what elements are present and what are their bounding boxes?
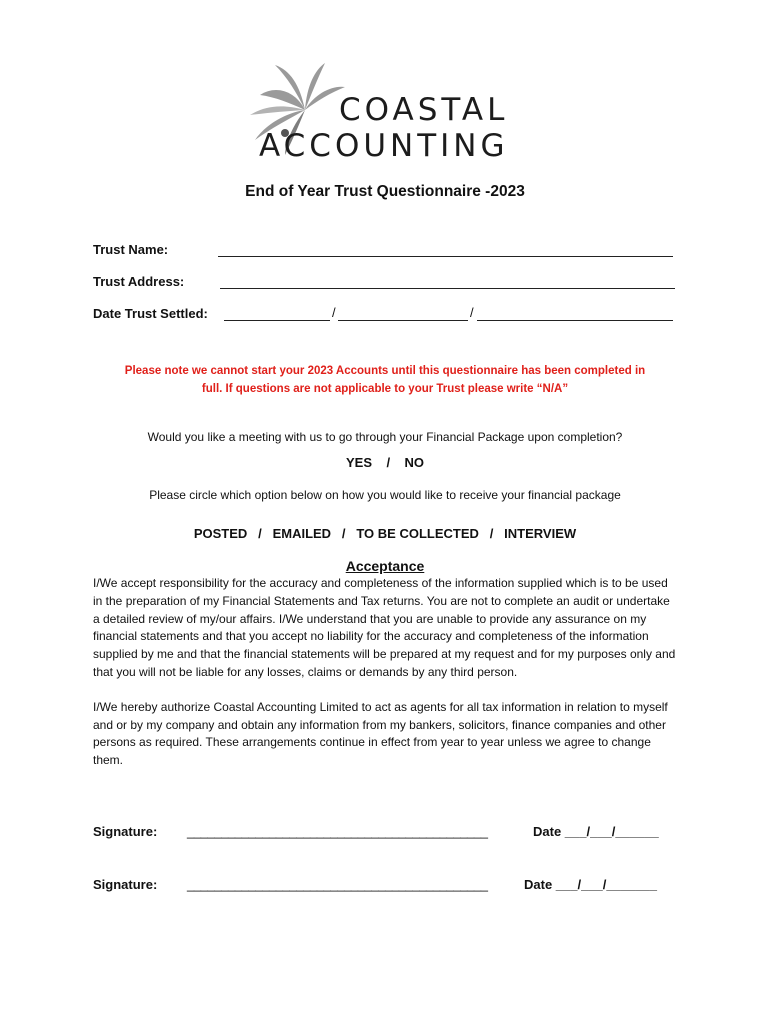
delivery-options[interactable]: POSTED / EMAILED / TO BE COLLECTED / INTERVIEW [193,526,577,541]
notice-line-1: Please note we cannot start your 2023 Accounts until this questionnaire has been completed in [124,365,646,377]
notice-line-2: full. If questions are not applicable to your Trust please write “N/A” [201,383,569,395]
delivery-question: Please circle which option below on how you would like to receive your financial package [149,488,621,502]
signature-line[interactable]: ____________________________________________ [187,877,488,892]
signature-date[interactable]: Date ___/___/______ [533,824,659,839]
notice-text [0,362,770,398]
date-settled-month-field[interactable] [338,320,468,321]
trust-address-field[interactable] [220,288,675,289]
date-separator: / [470,305,474,320]
meeting-question: Would you like a meeting with us to go through your Financial Package upon completion? [147,430,623,444]
meeting-options[interactable]: YES / NO [345,455,425,470]
trust-name-field[interactable] [218,256,673,257]
company-logo [245,55,535,165]
date-settled-day-field[interactable] [224,320,330,321]
acceptance-paragraph-2: I/We hereby authorize Coastal Accounting Limited to act as agents for all tax information in relation to myself and or by my company and obtain any information from my bankers, solicitors, finance companies and other persons as required. These arrangements continue in effect from year to year unless we agree to change them. [93,699,668,768]
logo-line-2: ACCOUNTING [259,128,509,164]
page-title: End of Year Trust Questionnaire -2023 [245,183,525,200]
acceptance-heading: Acceptance [345,558,425,574]
date-settled-year-field[interactable] [477,320,673,321]
logo-line-1: COASTAL [339,92,509,128]
signature-date[interactable]: Date ___/___/_______ [524,877,658,892]
date-separator: / [332,305,336,320]
signature-label: Signature: [93,824,158,839]
trust-name-label: Trust Name: [93,242,169,257]
acceptance-body [93,575,678,770]
signature-line[interactable]: ____________________________________________ [187,824,488,839]
trust-address-label: Trust Address: [93,274,185,289]
signature-label: Signature: [93,877,158,892]
date-settled-label: Date Trust Settled: [93,306,208,321]
acceptance-paragraph-1: I/We accept responsibility for the accuracy and completeness of the information supplied which is to be used in the preparation of my Financial Statements and Tax returns. You are not to complete an audit or undertake a detailed review of my/our affairs. I/We understand that you are unable to provide any assurance on my financial statements and that you accept no liability for the accuracy and completeness of the information supplied by me and that the financial statements will be prepared at my request and for my purposes only and that you will not be liable for any losses, claims or demands by any third person. [93,576,676,679]
